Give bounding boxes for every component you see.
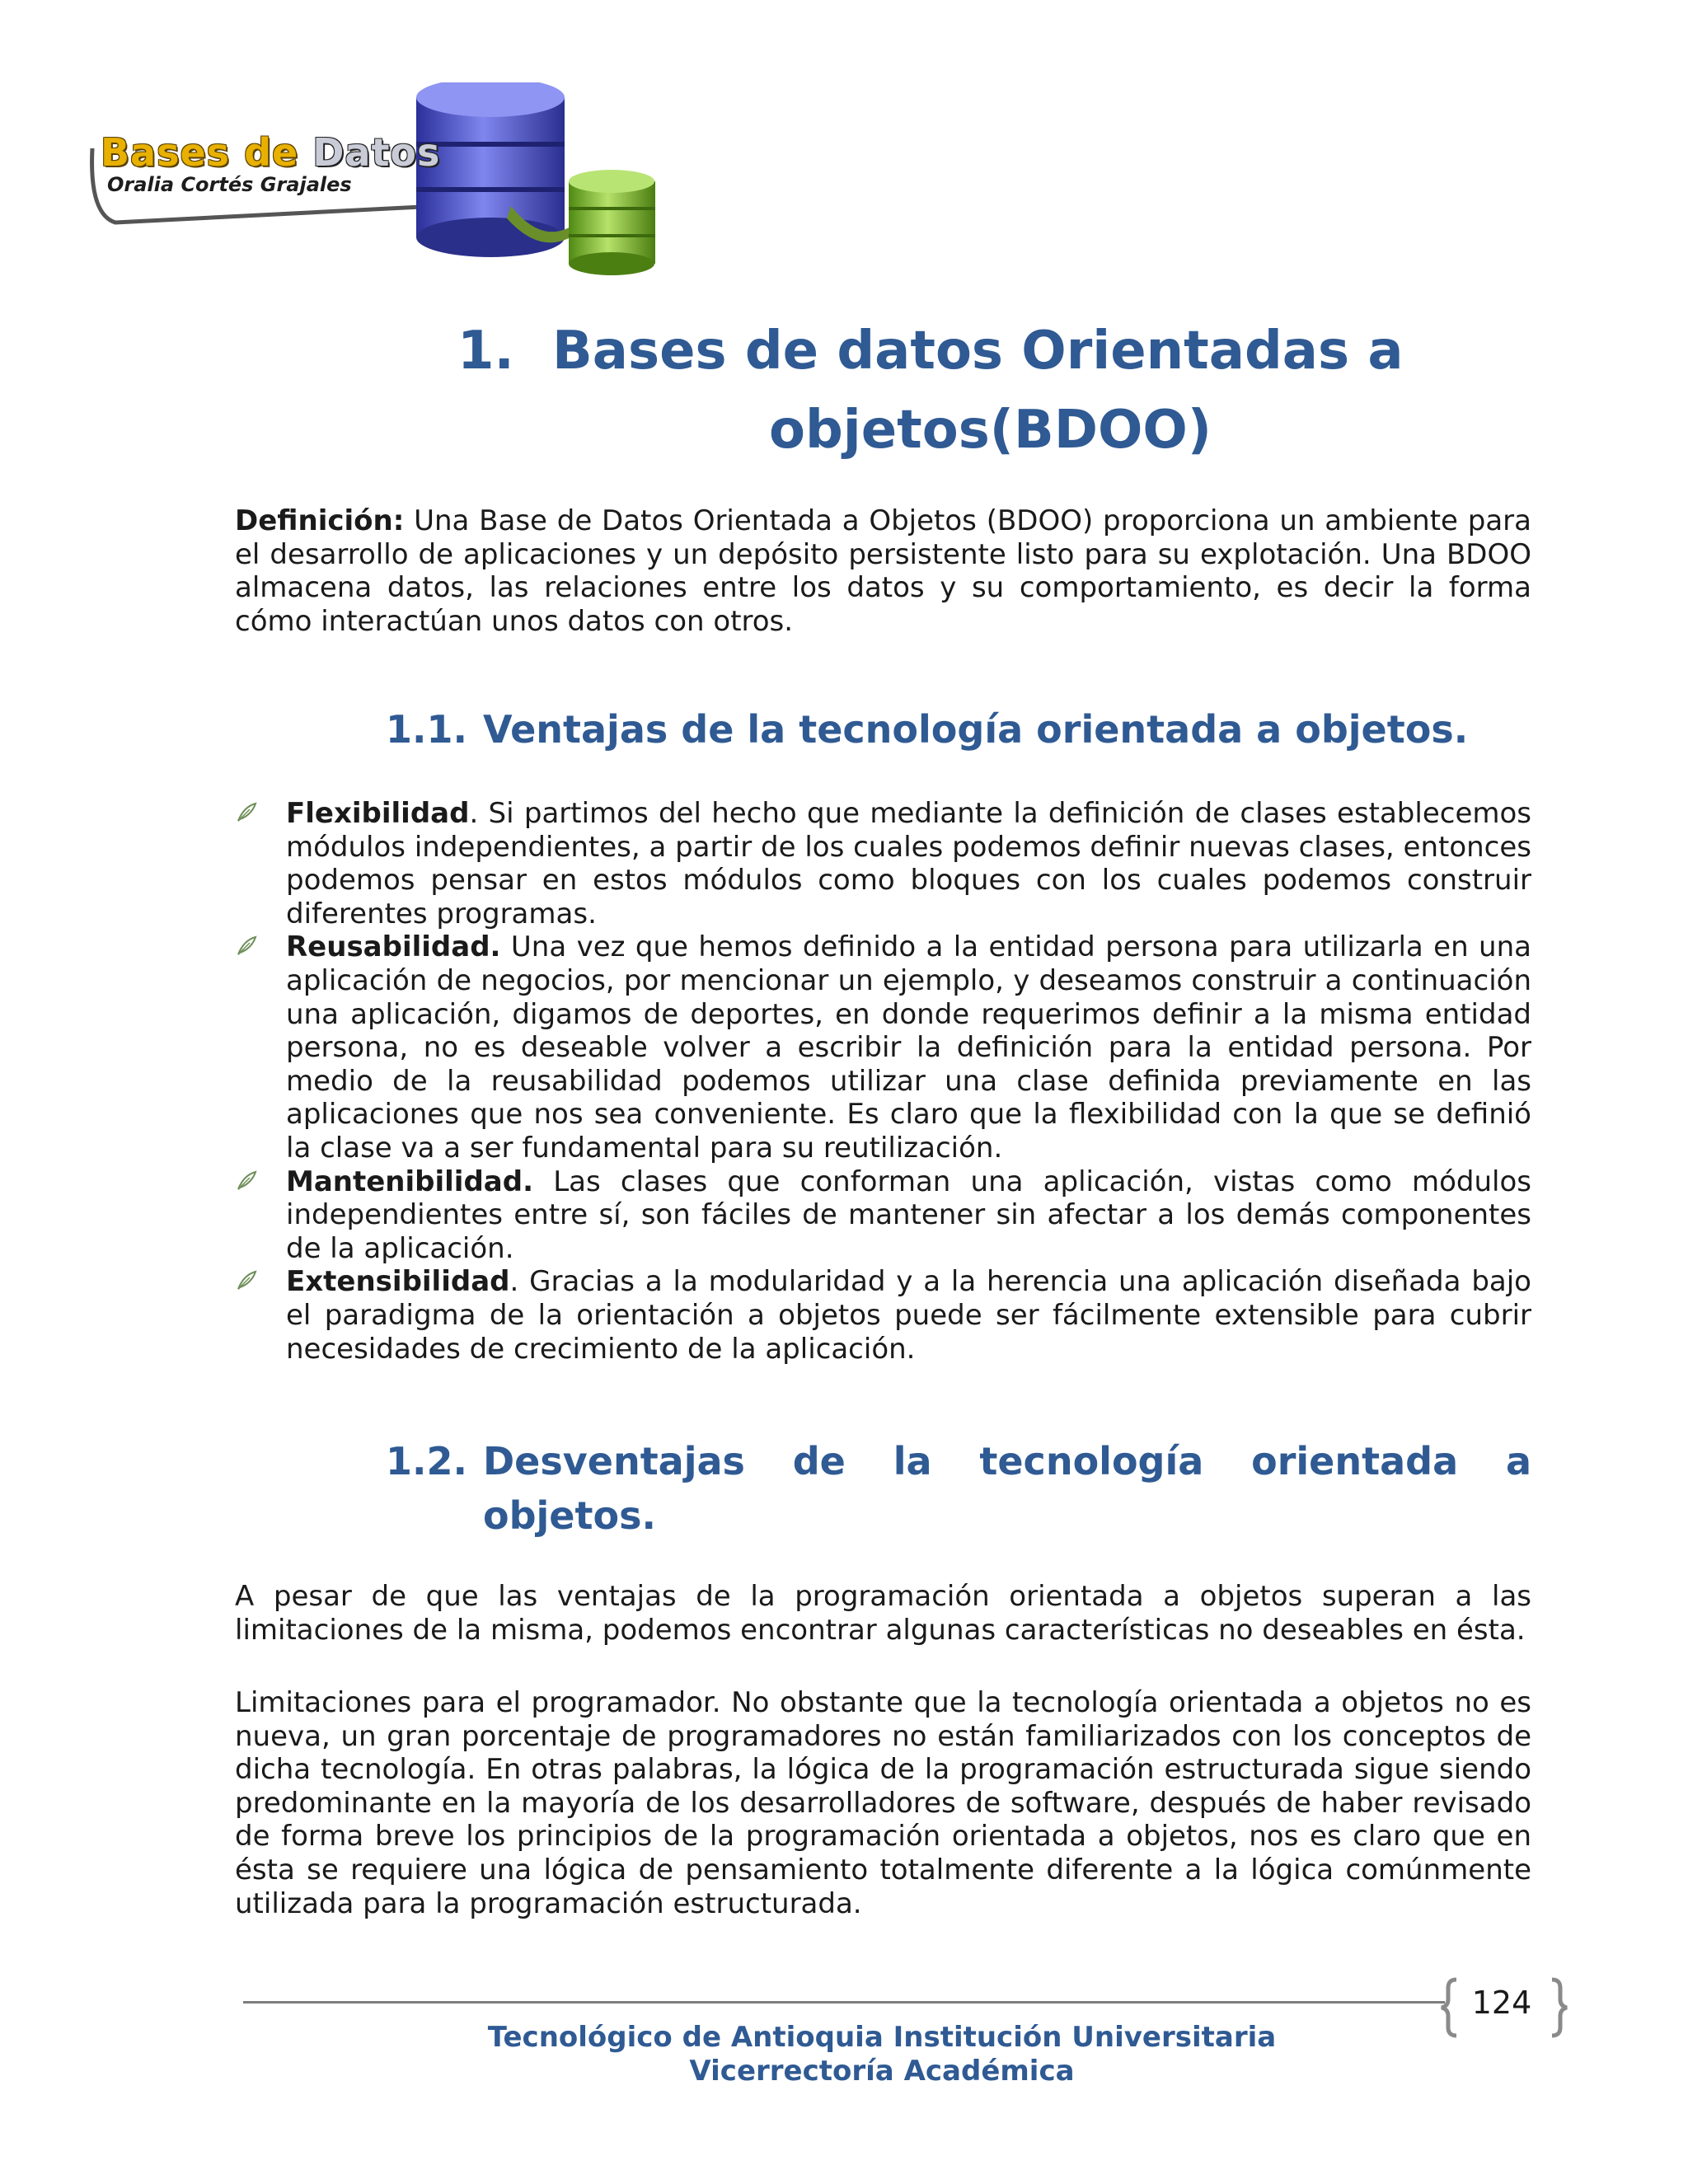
feather-bullet-icon (235, 935, 258, 958)
list-item (235, 930, 1531, 1165)
logo-author: Oralia Cortés Grajales (107, 173, 352, 196)
list-item-text: . Si partimos del hecho que mediante la definición de clases establecemos módulos independientes, a partir de los cuales podemos definir nuevas clases, entonces podemos pensar en estos módulos como bloques con los cuales podemos construir diferentes programas. (286, 797, 1532, 930)
feather-bullet-icon (235, 1269, 258, 1292)
footer-department: Vicerrectoría Académica (689, 2055, 1075, 2088)
footer-institution: Tecnológico de Antioquia Institución Universitaria (487, 2021, 1277, 2054)
list-item-text: . Gracias a la modularidad y a la herencia una aplicación diseñada bajo el paradigma de la orientación a objetos puede ser fácilmente extensible para cubrir necesidades de crecimiento de la aplicación. (286, 1265, 1531, 1366)
section-title-line-2: objetos. (483, 1493, 656, 1538)
title-line-2: objetos(BDOO) (769, 400, 1212, 461)
paragraph-programmer-limitations: Limitaciones para el programador. No obstante que la tecnología orientada a objetos no es nueva, un gran porcentaje de programadores no están familiarizados con los conceptos de dicha tecnología. En otras palabras, la lógica de la programación estructurada sigue siendo predominante en la mayoría de los desarrolladores de software, después de haber revisado de forma breve los principios de la programación orientada a objetos, nos es claro que en ésta se requiere una lógica de pensamiento totalmente diferente a la lógica comúnmente utilizada para la programación estructurada. (235, 1686, 1531, 1920)
header-logo (82, 82, 676, 288)
section-heading-advantages (386, 702, 1531, 757)
section-number: 1.2. (386, 1439, 467, 1483)
footer-divider (243, 2001, 1445, 2004)
section-title (483, 1434, 1531, 1543)
list-item-text: Una vez que hemos definido a la entidad persona para utilizarla en una aplicación de negocios, por mencionar un ejemplo, y deseamos construir a continuación una aplicación, digamos de deportes, en donde requerimos definir a la misma entidad persona, no es deseable volver a escribir la definición para la entidad persona. Por medio de la reusabilidad podemos utilizar una clase definida previamente en las aplicaciones que nos sea conveniente. Es claro que la flexibilidad con la que se definió la clase va a ser fundamental para su reutilización. (286, 930, 1531, 1165)
advantages-list (235, 797, 1531, 1366)
list-item-term: Extensibilidad (286, 1265, 510, 1299)
definition-paragraph (235, 504, 1531, 638)
list-item-term: Reusabilidad. (286, 930, 501, 964)
list-item-term: Mantenibilidad. (286, 1165, 533, 1198)
section-number: 1.1. (386, 707, 467, 752)
title-number: 1. (457, 321, 514, 382)
section-title-line-1: Desventajas de la tecnología orientada a (483, 1439, 1531, 1483)
section-heading-disadvantages (386, 1434, 1531, 1543)
list-item-text: Las clases que conforman una aplicación, vistas como módulos independientes entre sí, son fáciles de mantener sin afectar a los demás componentes de la aplicación. (286, 1165, 1531, 1265)
list-item (235, 797, 1531, 930)
paragraph-intro-disadvantages: A pesar de que las ventajas de la programación orientada a objetos superan a las limitaciones de la misma, podemos encontrar algunas características no deseables en ésta. (235, 1580, 1531, 1647)
title-line-1: Bases de datos Orientadas a (552, 321, 1404, 382)
feather-bullet-icon (235, 801, 258, 824)
list-item (235, 1265, 1531, 1366)
list-item (235, 1165, 1531, 1266)
list-item-term: Flexibilidad (286, 797, 470, 830)
definition-text: Una Base de Datos Orientada a Objetos (BDOO) proporciona un ambiente para el desarrollo de aplicaciones y un depósito persistente listo para su explotación. Una BDOO almacena datos, las relaciones entre los datos y su comportamiento, es decir la forma cómo interactúan unos datos con otros. (235, 504, 1531, 638)
logo-title: Bases de Datos (101, 130, 441, 175)
feather-bullet-icon (235, 1169, 258, 1193)
section-title: Ventajas de la tecnología orientada a objetos. (483, 707, 1469, 752)
page-title (457, 312, 1529, 470)
definition-label: Definición: (235, 504, 405, 537)
page-number: 124 (1471, 1985, 1532, 2021)
